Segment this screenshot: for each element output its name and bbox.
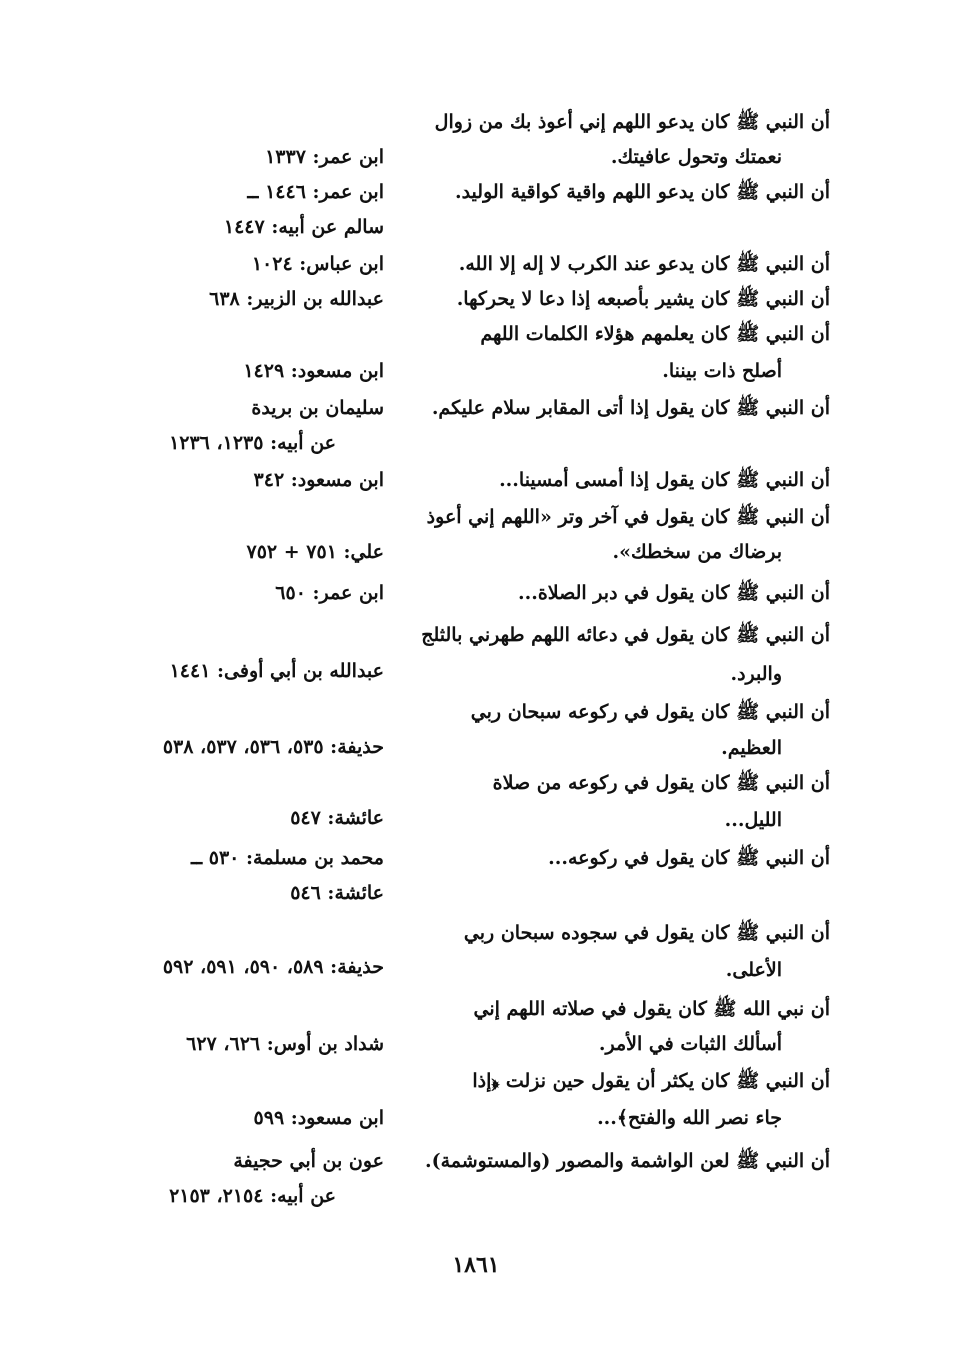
- narrator-reference: ابن عمر: ١٣٣٧: [265, 146, 384, 168]
- hadith-line: أن النبي ﷺ كان يقول إذا أتى المقابر سلام عليكم.: [431, 397, 830, 419]
- narrator-reference: عبدالله بن أبي أوفى: ١٤٤١: [169, 660, 384, 682]
- hadith-line: أن النبي ﷺ كان يقول إذا أمسى أمسينا...: [499, 469, 830, 491]
- hadith-line: أن النبي ﷺ كان يكثر أن يقول حين نزلت ﴿إذا: [472, 1070, 830, 1092]
- hadith-line-continuation: أسألك الثبات في الأمر.: [598, 1033, 782, 1055]
- narrator-reference: حذيفة: ٥٣٥، ٥٣٦، ٥٣٧، ٥٣٨: [162, 736, 384, 758]
- narrator-reference: عبدالله بن الزبير: ٦٣٨: [209, 288, 384, 310]
- hadith-line-continuation: الليل...: [724, 809, 782, 831]
- narrator-reference: ابن مسعود: ١٤٢٩: [243, 360, 384, 382]
- hadith-line: أن النبي ﷺ كان يقول في ركوعه...: [548, 847, 830, 869]
- hadith-line: أن نبي الله ﷺ كان يقول في صلاته اللهم إني: [473, 998, 830, 1020]
- narrator-reference: سالم عن أبيه: ١٤٤٧: [223, 216, 384, 238]
- narrator-reference: ابن عمر: ٦٥٠: [275, 582, 384, 604]
- hadith-line-continuation: برضاك من سخطك».: [612, 541, 782, 563]
- hadith-line: أن النبي ﷺ كان يدعو اللهم واقية كواقية الوليد.: [454, 181, 830, 203]
- narrator-reference: عائشة: ٥٤٧: [290, 807, 384, 829]
- hadith-line-continuation: العظيم.: [721, 737, 782, 759]
- narrator-reference-continuation: عن أبيه: ٢١٥٤، ٢١٥٣: [169, 1185, 336, 1207]
- narrator-reference: عائشة: ٥٤٦: [290, 882, 384, 904]
- narrator-reference: عون بن أبي حجيفة: [233, 1150, 384, 1172]
- hadith-line-continuation: نعمتك وتحول عافيتك.: [610, 146, 782, 168]
- hadith-line: أن النبي ﷺ كان يقول في سجوده سبحان ربي: [463, 922, 830, 944]
- hadith-line: أن النبي ﷺ كان يقول في ركوعه سبحان ربي: [470, 701, 830, 723]
- hadith-line-continuation: أصلح ذات بيننا.: [662, 360, 782, 382]
- narrator-reference: محمد بن مسلمة: ٥٣٠ ــ: [191, 847, 384, 869]
- hadith-line: أن النبي ﷺ كان يدعو عند الكرب لا إله إلا الله.: [458, 253, 830, 275]
- page-number: ١٨٦١: [452, 1252, 500, 1278]
- narrator-reference: ابن عباس: ١٠٢٤: [251, 253, 384, 275]
- hadith-line: أن النبي ﷺ كان يشير بأصبعه إذا دعا لا يحركها.: [456, 288, 830, 310]
- hadith-line: أن النبي ﷺ لعن الواشمة والمصور (والمستوشمة).: [424, 1150, 830, 1172]
- narrator-reference-continuation: عن أبيه: ١٢٣٥، ١٢٣٦: [169, 432, 336, 454]
- narrator-reference: ابن مسعود: ٥٩٩: [253, 1107, 384, 1129]
- hadith-line: أن النبي ﷺ كان يدعو اللهم إني أعوذ بك من زوال: [434, 111, 830, 133]
- narrator-reference: شداد بن أوس: ٦٢٦، ٦٢٧: [186, 1033, 384, 1055]
- hadith-line-continuation: والبرد.: [730, 663, 782, 685]
- narrator-reference: حذيفة: ٥٨٩، ٥٩٠، ٥٩١، ٥٩٢: [162, 956, 384, 978]
- hadith-line: أن النبي ﷺ كان يقول في دعائه اللهم طهرني بالثلج: [421, 624, 830, 646]
- hadith-line-continuation: جاء نصر الله والفتح﴾...: [597, 1107, 782, 1129]
- narrator-reference: ابن مسعود: ٣٤٢: [253, 469, 384, 491]
- hadith-line: أن النبي ﷺ كان يقول في آخر وتر «اللهم إني أعوذ: [426, 506, 830, 528]
- narrator-reference: سليمان بن بريدة: [251, 397, 384, 419]
- hadith-line: أن النبي ﷺ كان يقول في دبر الصلاة...: [518, 582, 830, 604]
- narrator-reference: علي: ٧٥١ + ٧٥٢: [246, 541, 384, 563]
- hadith-line: أن النبي ﷺ كان يعلمهم هؤلاء الكلمات اللهم: [480, 323, 830, 345]
- hadith-line-continuation: الأعلى.: [725, 959, 782, 981]
- narrator-reference: ابن عمر: ١٤٤٦ ــ: [247, 181, 384, 203]
- hadith-line: أن النبي ﷺ كان يقول في ركوعه من صلاة: [492, 772, 830, 794]
